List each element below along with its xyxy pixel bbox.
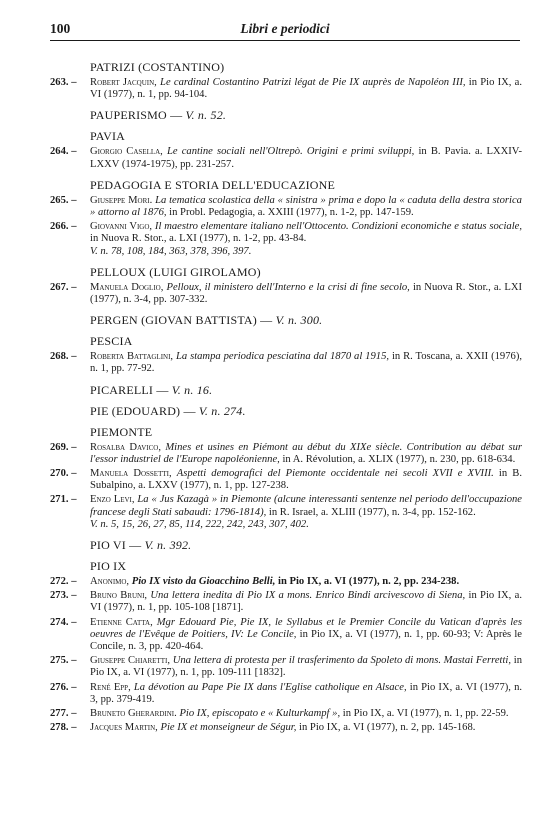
entry-number: 275. – <box>50 655 77 667</box>
section-heading-text: PIE (EDOUARD) — <box>90 403 196 418</box>
entry-author: Jacques Martin, <box>90 722 158 734</box>
entry-title: Pie IX et monseigneur de Ségur, <box>160 722 297 734</box>
entry-title: La stampa periodica pesciatina dal 1870 al 1915, <box>175 351 390 363</box>
cross-reference: V. n. 5, 15, 26, 27, 85, 114, 222, 242, 243, 307, 402. <box>90 518 309 530</box>
section-heading <box>50 560 522 573</box>
entry-author: René Epp, <box>90 681 131 693</box>
entry-author: Rosalba Davico, <box>90 441 161 453</box>
entry-number: 263. – <box>50 77 77 88</box>
bibliography-entry <box>50 590 522 614</box>
bibliography-entry <box>50 468 522 492</box>
entry-author: Bruno Bruni, <box>90 590 148 602</box>
section-heading <box>50 539 522 552</box>
entry-author: Giovanni Vigo, <box>90 221 153 233</box>
section-heading <box>50 405 522 418</box>
entry-number: 274. – <box>50 616 77 628</box>
bibliography-entry <box>50 77 522 101</box>
bibliography-entry <box>50 282 522 306</box>
bibliography-entry <box>50 682 522 706</box>
section-heading-text: PIEMONTE <box>90 424 153 439</box>
entry-source: in Pio IX, a. VI (1977), n. 2, pp. 145-168. <box>299 722 476 734</box>
page-header <box>50 22 520 41</box>
entry-number: 267. – <box>50 281 77 293</box>
entry-source: in Probl. Pedagogia, a. XXIII (1977), n. 1-2, pp. 147-159. <box>169 207 414 219</box>
entry-author: Bruneto Gherardini. <box>90 708 177 720</box>
entry-author: Manuela Dossetti, <box>90 468 172 480</box>
entry-source: in Pio IX, a. VI (1977), n. 1, pp. 60-93; V: Après le Concile, n. 3, pp. 420-464. <box>90 628 522 653</box>
entry-source: in R. Toscana, a. XXII (1976), n. 1, pp. 77-92. <box>90 351 522 375</box>
entry-title: Mines et usines en Piémont au début du XIXe siècle. Contribution au débat sur l'essor industriel de l'Europe napoléonienne, <box>90 441 523 465</box>
section-heading <box>50 61 522 74</box>
section-heading <box>50 179 522 192</box>
section-heading <box>50 426 522 439</box>
entry-source: in Nuova R. Stor., a. LXI (1977), n. 3-4, pp. 307-332. <box>90 281 523 306</box>
entry-author: Giuseppe Chiaretti, <box>90 655 170 667</box>
section-heading-text: PIO IX <box>90 559 127 574</box>
bibliography-entry <box>50 576 522 588</box>
section-heading-text: PELLOUX (LUIGI GIROLAMO) <box>90 264 261 279</box>
entry-author: Robert Jacquin, <box>90 77 157 88</box>
section-heading <box>50 335 522 348</box>
running-title: Libri e periodici <box>240 21 330 36</box>
section-heading <box>50 109 522 122</box>
entry-title: Pio IX, episcopato e « Kulturkampf », <box>179 708 341 720</box>
entry-source: in Pio IX, a. VI (1977), n. 3, pp. 379-419. <box>90 681 523 705</box>
bibliography-entry <box>50 655 522 679</box>
entry-source: in B. Pavia. a. LXXIV-LXXV (1974-1975), pp. 231-257. <box>90 146 522 170</box>
entry-author: Roberta Battaglini, <box>90 351 174 363</box>
entry-number: 265. – <box>50 194 77 206</box>
entry-number: 273. – <box>50 590 77 602</box>
entry-author: Anonimo, <box>90 576 130 588</box>
entry-number: 269. – <box>50 441 77 453</box>
page-number: 100 <box>50 21 71 36</box>
see-reference: V. n. 274. <box>198 403 246 418</box>
section-heading-text: PAVIA <box>90 129 126 144</box>
entry-author: Etienne Catta, <box>90 616 153 628</box>
entry-source: in Pio IX, a. VI (1977), n. 1, pp. 22-59. <box>342 708 509 720</box>
entry-title: Una lettera di protesta per il trasferimento da Spoleto di mons. Mastai Ferretti, <box>172 655 512 667</box>
section-heading-text: PIO VI — <box>90 538 142 553</box>
cross-reference: V. n. 78, 108, 184, 363, 378, 396, 397. <box>90 245 252 257</box>
section-heading-text: PESCIA <box>90 334 133 349</box>
section-heading <box>50 266 522 279</box>
entry-number: 270. – <box>50 468 77 480</box>
entry-title: La « Jus Kazagà » in Piemonte (alcune interessanti sentenze nel periodo dell'occupazione francese degli Stati sabaudi: 1796-1814), <box>90 494 522 518</box>
bibliography-entry <box>50 494 522 531</box>
bibliography-entry <box>50 351 522 375</box>
entry-number: 278. – <box>50 722 77 734</box>
entry-title: Pio IX visto da Gioacchino Belli, <box>131 576 276 588</box>
section-heading-text: PERGEN (GIOVAN BATTISTA) — <box>90 313 273 328</box>
entry-source: in A. Révolution, a. XLIX (1977), n. 230, pp. 618-634. <box>282 453 516 465</box>
entry-author: Giuseppe Mori. <box>90 194 153 206</box>
see-reference: V. n. 16. <box>171 382 213 397</box>
section-heading <box>50 384 522 397</box>
section-heading <box>50 314 522 327</box>
section-heading-text: PATRIZI (COSTANTINO) <box>90 60 225 74</box>
bibliography-list <box>50 61 522 737</box>
entry-number: 266. – <box>50 221 77 233</box>
see-reference: V. n. 392. <box>144 538 192 553</box>
entry-title: Il maestro elementare italiano nell'Ottocento. Condizioni economiche e status sociale, <box>154 221 522 233</box>
entry-number: 276. – <box>50 681 77 693</box>
entry-source: in Pio IX, a. VI (1977), n. 1, pp. 109-111 [1832]. <box>90 655 522 679</box>
section-heading-text: PEDAGOGIA E STORIA DELL'EDUCAZIONE <box>90 177 336 192</box>
bibliography-entry <box>50 442 522 466</box>
bibliography-entry <box>50 221 522 258</box>
see-reference: V. n. 52. <box>185 108 227 123</box>
entry-number: 277. – <box>50 708 77 720</box>
section-heading <box>50 130 522 143</box>
entry-title: Una lettera inedita di Pio IX a mons. Enrico Bindi arcivescovo di Siena, <box>150 590 466 602</box>
bibliography-entry <box>50 146 522 170</box>
entry-source: in Pio IX, a. VI (1977), n. 1, pp. 105-108 [1871]. <box>90 590 522 614</box>
entry-source: in B. Subalpino, a. LXXV (1977), n. 1, pp. 127-238. <box>90 468 522 492</box>
entry-source: in Pio IX, a. VI (1977), n. 2, pp. 234-238. <box>278 576 460 588</box>
entry-source: in Pio IX, a. VI (1977), n. 1, pp. 94-104. <box>90 77 523 101</box>
entry-number: 272. – <box>50 576 77 588</box>
entry-title: Pelloux, il ministero dell'Interno e la crisi di fine secolo, <box>166 281 410 293</box>
section-heading-text: PICARELLI — <box>90 382 169 397</box>
bibliography-entry <box>50 722 522 734</box>
section-heading-text: PAUPERISMO — <box>90 108 183 123</box>
entry-number: 271. – <box>50 494 77 506</box>
bibliography-entry <box>50 708 522 720</box>
bibliography-entry <box>50 617 522 654</box>
entry-author: Enzo Levi, <box>90 494 135 506</box>
entry-title: Le cantine sociali nell'Oltrepò. Origini e primi sviluppi, <box>166 146 415 158</box>
entry-author: Manuela Doglio, <box>90 281 164 293</box>
entry-number: 268. – <box>50 351 77 363</box>
entry-title: Le cardinal Costantino Patrizi légat de Pie IX auprès de Napoléon III, <box>160 77 466 88</box>
see-reference: V. n. 300. <box>275 313 323 328</box>
entry-title: Aspetti demografici del Piemonte occidentale nei secoli XVII e XVIII. <box>176 468 494 480</box>
entry-number: 264. – <box>50 146 77 158</box>
entry-source: in Nuova R. Stor., a. LXI (1977), n. 1-2, pp. 43-84. <box>90 233 307 245</box>
entry-author: Giorgio Casella, <box>90 146 163 158</box>
entry-title: La dévotion au Pape Pie IX dans l'Eglise catholique en Alsace, <box>133 681 407 693</box>
entry-title: La tematica scolastica della « sinistra » prima e dopo la « caduta della destra storica » attorno al 1876, <box>90 194 522 219</box>
entry-source: in R. Israel, a. XLIII (1977), n. 3-4, pp. 152-162. <box>268 506 476 518</box>
entry-title: Mgr Edouard Pie, Pie IX, le Syllabus et le Premier Concile du Vatican d'après les oeuvres de l'Evêque de Poitiers, IV: Le Concile, <box>90 616 522 640</box>
bibliography-entry <box>50 195 522 219</box>
